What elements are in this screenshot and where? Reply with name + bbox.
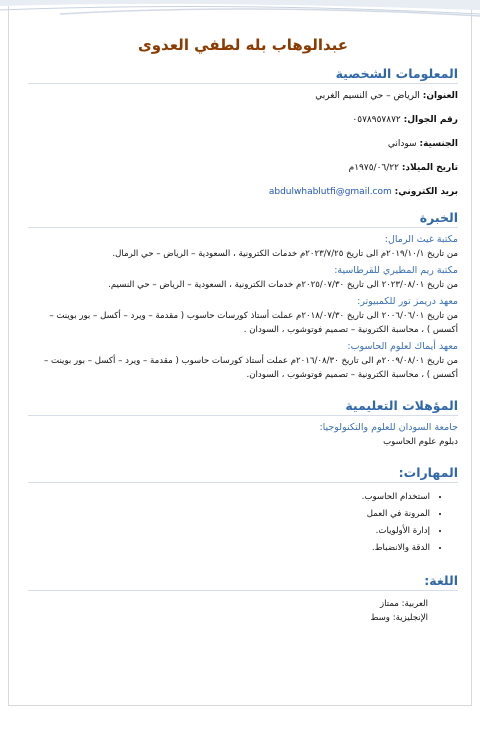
education-heading: المؤهلات التعليمية [345, 398, 458, 413]
languages-section [28, 573, 458, 625]
section-divider [28, 83, 458, 84]
email-label: بريد الكتروني: [394, 187, 458, 197]
experience-heading: الخبرة [419, 210, 458, 225]
skill-item: • إدارة الأولويات. [28, 523, 430, 540]
phone-row [28, 114, 458, 126]
experience-org: مكتبة غيث الرمال: [384, 234, 458, 245]
address-label: العنوان: [422, 91, 458, 101]
phone-value: ٠٥٧٨٩٥٧٨٧٢ [352, 115, 401, 125]
nationality-row [28, 138, 458, 150]
education-degree: دبلوم علوم الحاسوب [383, 437, 458, 447]
skill-item: • استخدام الحاسوب. [28, 489, 430, 506]
nationality-label: الجنسية: [419, 139, 458, 149]
phone-label: رقم الجوال: [403, 115, 458, 125]
experience-org: مكتبة ريم المطيري للقرطاسية: [334, 265, 458, 276]
languages-heading: اللغة: [424, 573, 458, 588]
skill-item: • الدقة والانضباط. [28, 540, 430, 557]
section-divider [28, 590, 458, 591]
address-row [28, 90, 458, 102]
skills-section [28, 465, 458, 557]
personal-info-section [28, 66, 458, 198]
personal-info-heading: المعلومات الشخصية [335, 66, 458, 81]
birthdate-value: ١٩٧٥/٠٦/٢٢م [348, 163, 399, 173]
experience-org: معهد أيماك لعلوم الحاسوب: [347, 341, 458, 352]
section-divider [28, 227, 458, 228]
section-divider [28, 415, 458, 416]
education-org: جامعة السودان للعلوم والتكنولوجيا: [319, 422, 458, 433]
birthdate-row [28, 162, 458, 174]
person-name: عبدالوهاب بله لطفي العدوى [137, 36, 349, 54]
birthdate-label: تاريخ الميلاد: [401, 163, 458, 173]
nationality-value: سوداني [387, 139, 417, 149]
experience-desc: من تاريخ ٢٠١٩/١٠/١م الى تاريخ ٢٠٢٣/٧/٢٥م خدمات الكترونية ، السعودية – الرياض – حي الرمال. [112, 249, 458, 259]
resume-content [28, 36, 458, 625]
skill-item: • المرونة في العمل [28, 506, 430, 523]
skills-heading: المهارات: [398, 465, 458, 480]
experience-section [28, 210, 458, 382]
email-link[interactable]: abdulwhablutfi@gmail.com [268, 187, 392, 197]
experience-org: معهد دريمز تور للكمبيوتر: [357, 296, 458, 307]
language-item: الإنجليزية: وسط [370, 613, 428, 623]
experience-desc: من تاريخ ٢٠٠٦/٠٦/٠١ الى تاريخ ٢٠١٨/٠٧/٣٠م عملت أستاذ كورسات حاسوب ( مقدمة – ويرد – أكسل – بور بوينت – أكسس ) ، محاسبة الكترونية – تصميم فوتوشوب ، السودان . [49, 311, 458, 335]
skills-list [28, 489, 458, 557]
header-swoosh-decoration [0, 0, 480, 40]
email-row [28, 186, 458, 198]
experience-desc: من تاريخ ٢٠٠٩/٠٨/٠١م الى تاريخ ٢٠١٦/٠٨/٣٠م عملت أستاذ كورسات حاسوب ( مقدمة – ويرد – أكسل – بور بوينت – أكسس ) ، محاسبة الكترونية – تصميم فوتوشوب ، السودان. [44, 356, 458, 380]
education-section [28, 398, 458, 449]
experience-desc: من تاريخ ٢٠٢٣/٠٨/٠١ الى تاريخ ٢٠٢٥/٠٧/٣٠م خدمات الكترونية ، السعودية – الرياض – حي النسيم. [108, 280, 458, 290]
address-value: الرياض – حي النسيم الغربي [315, 91, 420, 101]
language-item: العربية: ممتاز [379, 599, 428, 609]
section-divider [28, 482, 458, 483]
